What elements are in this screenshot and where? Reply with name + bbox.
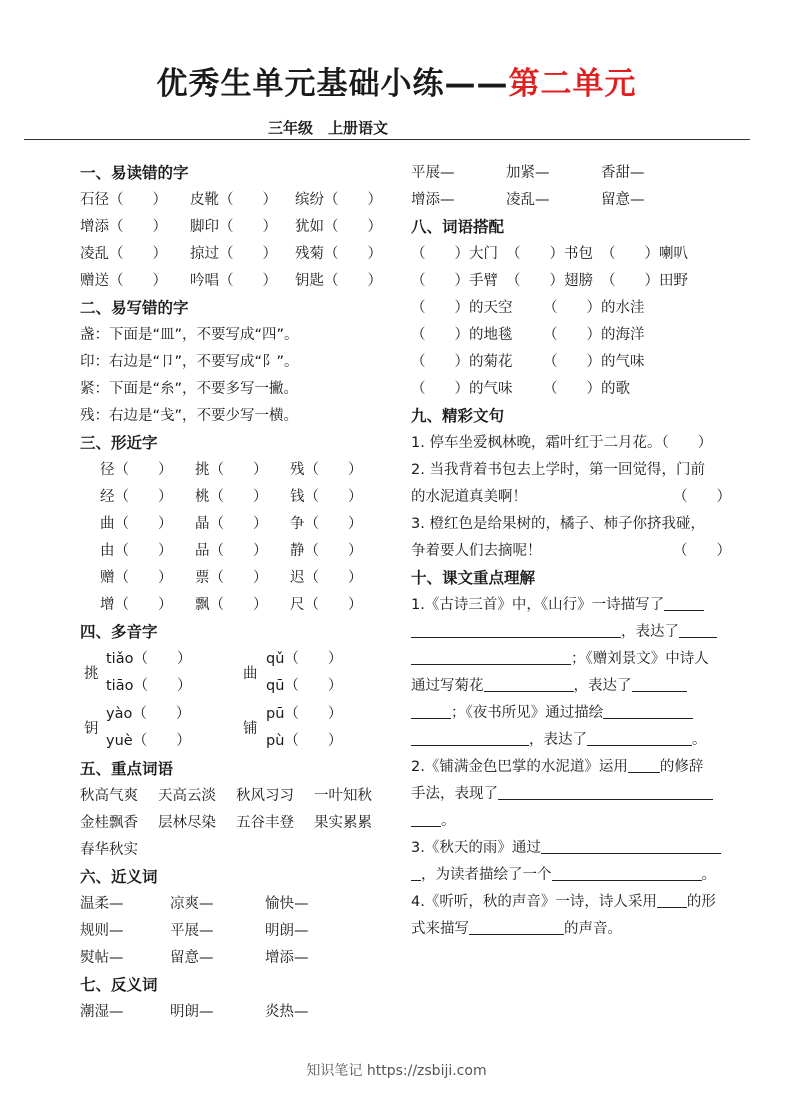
question-1: 1.《古诗三首》中，《山行》一诗描写了 ，表达了 ；《赠刘景文》中诗人 通过写菊花 ，表达了 ；《夜书所见》通过描绘 ，表达了 。 (411, 592, 731, 754)
item: 潮湿— (80, 1004, 124, 1020)
item: 赠（ ） (100, 570, 173, 586)
rule-line: 盏：下面是“皿”，不要写成“四”。 (80, 327, 299, 343)
item: 吟唱（ ） (190, 273, 277, 289)
word: 五谷丰登 (236, 815, 294, 831)
item: （ ）田野 (601, 273, 688, 289)
item: 曲（ ） (100, 516, 173, 532)
answer-blank[interactable] (411, 728, 529, 746)
item: （ ）的气味 (543, 354, 645, 370)
item: 炎热— (265, 1004, 309, 1020)
item: 品（ ） (195, 543, 268, 559)
item: （ ）书包 (506, 246, 593, 262)
answer-blank[interactable] (632, 674, 687, 692)
section-heading: 五、重点词语 (80, 760, 174, 778)
item: （ ）翅膀 (506, 273, 593, 289)
question-4: 4.《听听，秋的声音》一诗，诗人采用 的形 式来描写 的声音。 (411, 889, 731, 943)
answer-blank[interactable] (603, 701, 693, 719)
answer-blank[interactable] (664, 593, 704, 611)
pinyin: qǔ（ ） (266, 651, 343, 667)
question-3: 3.《秋天的雨》通过 ，为读者描绘了一个 。 (411, 835, 731, 889)
sentence: 1. 停车坐爱枫林晚，霜叶红于二月花。（ ） (411, 435, 713, 451)
word: 春华秋实 (80, 842, 138, 858)
pinyin: tiǎo（ ） (106, 651, 192, 667)
item: （ ）的歌 (543, 381, 630, 397)
item: 规则— (80, 923, 124, 939)
answer-blank[interactable] (411, 620, 621, 638)
item: 凌乱（ ） (80, 246, 167, 262)
item: 明朗— (265, 923, 309, 939)
item: 皮靴（ ） (190, 192, 277, 208)
item: 掠过（ ） (190, 246, 277, 262)
left-column (80, 160, 390, 1026)
section-heading: 一、易读错的字 (80, 164, 189, 182)
item: 缤纷（ ） (295, 192, 382, 208)
polyphone-char: 钥 (84, 721, 99, 737)
section-heading: 十、课文重点理解 (411, 569, 536, 587)
answer-paren: （ ） (673, 543, 731, 559)
item: 留意— (601, 192, 645, 208)
answer-blank[interactable] (469, 917, 564, 935)
section-heading: 六、近义词 (80, 868, 158, 886)
item: 留意— (170, 950, 214, 966)
item: 钱（ ） (290, 489, 363, 505)
item: （ ）大门 (411, 246, 498, 262)
item: 残（ ） (290, 462, 363, 478)
item: 石径（ ） (80, 192, 167, 208)
answer-blank[interactable] (657, 890, 687, 908)
item: 钥匙（ ） (295, 273, 382, 289)
polyphone-char: 曲 (243, 666, 258, 682)
rule-line: 紧：下面是“糸”，不要多写一撇。 (80, 381, 299, 397)
item: 明朗— (170, 1004, 214, 1020)
sentence: 2. 当我背着书包去上学时，第一回觉得，门前 (411, 462, 705, 478)
word: 金桂飘香 (80, 815, 138, 831)
item: 尺（ ） (290, 597, 363, 613)
answer-blank[interactable] (552, 863, 702, 881)
word: 一叶知秋 (314, 788, 372, 804)
item: （ ）的水洼 (543, 300, 645, 316)
item: 增添— (265, 950, 309, 966)
question-2: 2.《铺满金色巴掌的水泥道》运用 的修辞 手法，表现了 。 (411, 754, 731, 835)
polyphone-group (80, 701, 390, 756)
section-heading: 八、词语搭配 (411, 218, 505, 236)
item: 票（ ） (195, 570, 268, 586)
item: 争（ ） (290, 516, 363, 532)
polyphone-char: 挑 (84, 666, 99, 682)
answer-blank[interactable] (484, 674, 574, 692)
right-column (411, 160, 731, 943)
answer-blank[interactable] (628, 755, 660, 773)
item: 增（ ） (100, 597, 173, 613)
item: 增添（ ） (80, 219, 167, 235)
answer-blank[interactable] (679, 620, 717, 638)
answer-blank[interactable] (411, 863, 421, 881)
polyphone-group (80, 646, 390, 701)
sentence: 的水泥道真美啊！ (411, 489, 527, 505)
pinyin: tiāo（ ） (106, 678, 192, 694)
item: 迟（ ） (290, 570, 363, 586)
item: 凌乱— (506, 192, 550, 208)
item: （ ）的气味 (411, 381, 513, 397)
answer-blank[interactable] (411, 701, 451, 719)
item: 温柔— (80, 896, 124, 912)
item: 愉快— (265, 896, 309, 912)
item: 平展— (170, 923, 214, 939)
sentence: 3. 橙红色是给果树的，橘子、柿子你挤我碰， (411, 516, 705, 532)
word: 层林尽染 (158, 815, 216, 831)
section-heading: 七、反义词 (80, 976, 158, 994)
item: 桃（ ） (195, 489, 268, 505)
item: 赠送（ ） (80, 273, 167, 289)
answer-blank[interactable] (498, 782, 713, 800)
answer-blank[interactable] (541, 836, 721, 854)
section-heading: 三、形近字 (80, 434, 158, 452)
item: 熨帖— (80, 950, 124, 966)
pinyin: yào（ ） (106, 706, 191, 722)
word: 秋高气爽 (80, 788, 138, 804)
item: 挑（ ） (195, 462, 268, 478)
pinyin: yuè（ ） (106, 733, 191, 749)
sentence: 争着要人们去摘呢！ (411, 543, 542, 559)
item: （ ）手臂 (411, 273, 498, 289)
answer-paren: （ ） (673, 489, 731, 505)
answer-blank[interactable] (411, 809, 441, 827)
subtitle: 三年级 上册语文 (268, 119, 389, 137)
pinyin: pū（ ） (266, 706, 343, 722)
item: 飘（ ） (195, 597, 268, 613)
word: 天高云淡 (158, 788, 216, 804)
item: 晶（ ） (195, 516, 268, 532)
rule-line: 残：右边是“戋”，不要少写一横。 (80, 408, 299, 424)
item: 由（ ） (100, 543, 173, 559)
section-heading: 四、多音字 (80, 623, 158, 641)
item: 凉爽— (170, 896, 214, 912)
word: 果实累累 (314, 815, 372, 831)
item: （ ）喇叭 (601, 246, 688, 262)
item: 平展— (411, 165, 455, 181)
pinyin: qū（ ） (266, 678, 343, 694)
item: （ ）的菊花 (411, 354, 513, 370)
section-heading: 二、易写错的字 (80, 299, 189, 317)
section-heading: 九、精彩文句 (411, 407, 505, 425)
watermark-footer: 知识笔记 https://zsbiji.com (306, 1063, 487, 1079)
item: 脚印（ ） (190, 219, 277, 235)
item: （ ）的海洋 (543, 327, 645, 343)
item: 犹如（ ） (295, 219, 382, 235)
item: 经（ ） (100, 489, 173, 505)
item: 增添— (411, 192, 455, 208)
item: 香甜— (601, 165, 645, 181)
word: 秋风习习 (236, 788, 294, 804)
header-divider (24, 139, 750, 140)
answer-blank[interactable] (411, 647, 571, 665)
item: 加紧— (506, 165, 550, 181)
answer-blank[interactable] (587, 728, 692, 746)
polyphone-char: 铺 (243, 721, 258, 737)
pinyin: pù（ ） (266, 733, 343, 749)
item: 静（ ） (290, 543, 363, 559)
item: 残菊（ ） (295, 246, 382, 262)
item: （ ）的天空 (411, 300, 513, 316)
rule-line: 印：右边是“卩”，不要写成“阝”。 (80, 354, 299, 370)
item: 径（ ） (100, 462, 173, 478)
page-title: 优秀生单元基础小练——第二单元 (156, 66, 637, 102)
item: （ ）的地毯 (411, 327, 513, 343)
